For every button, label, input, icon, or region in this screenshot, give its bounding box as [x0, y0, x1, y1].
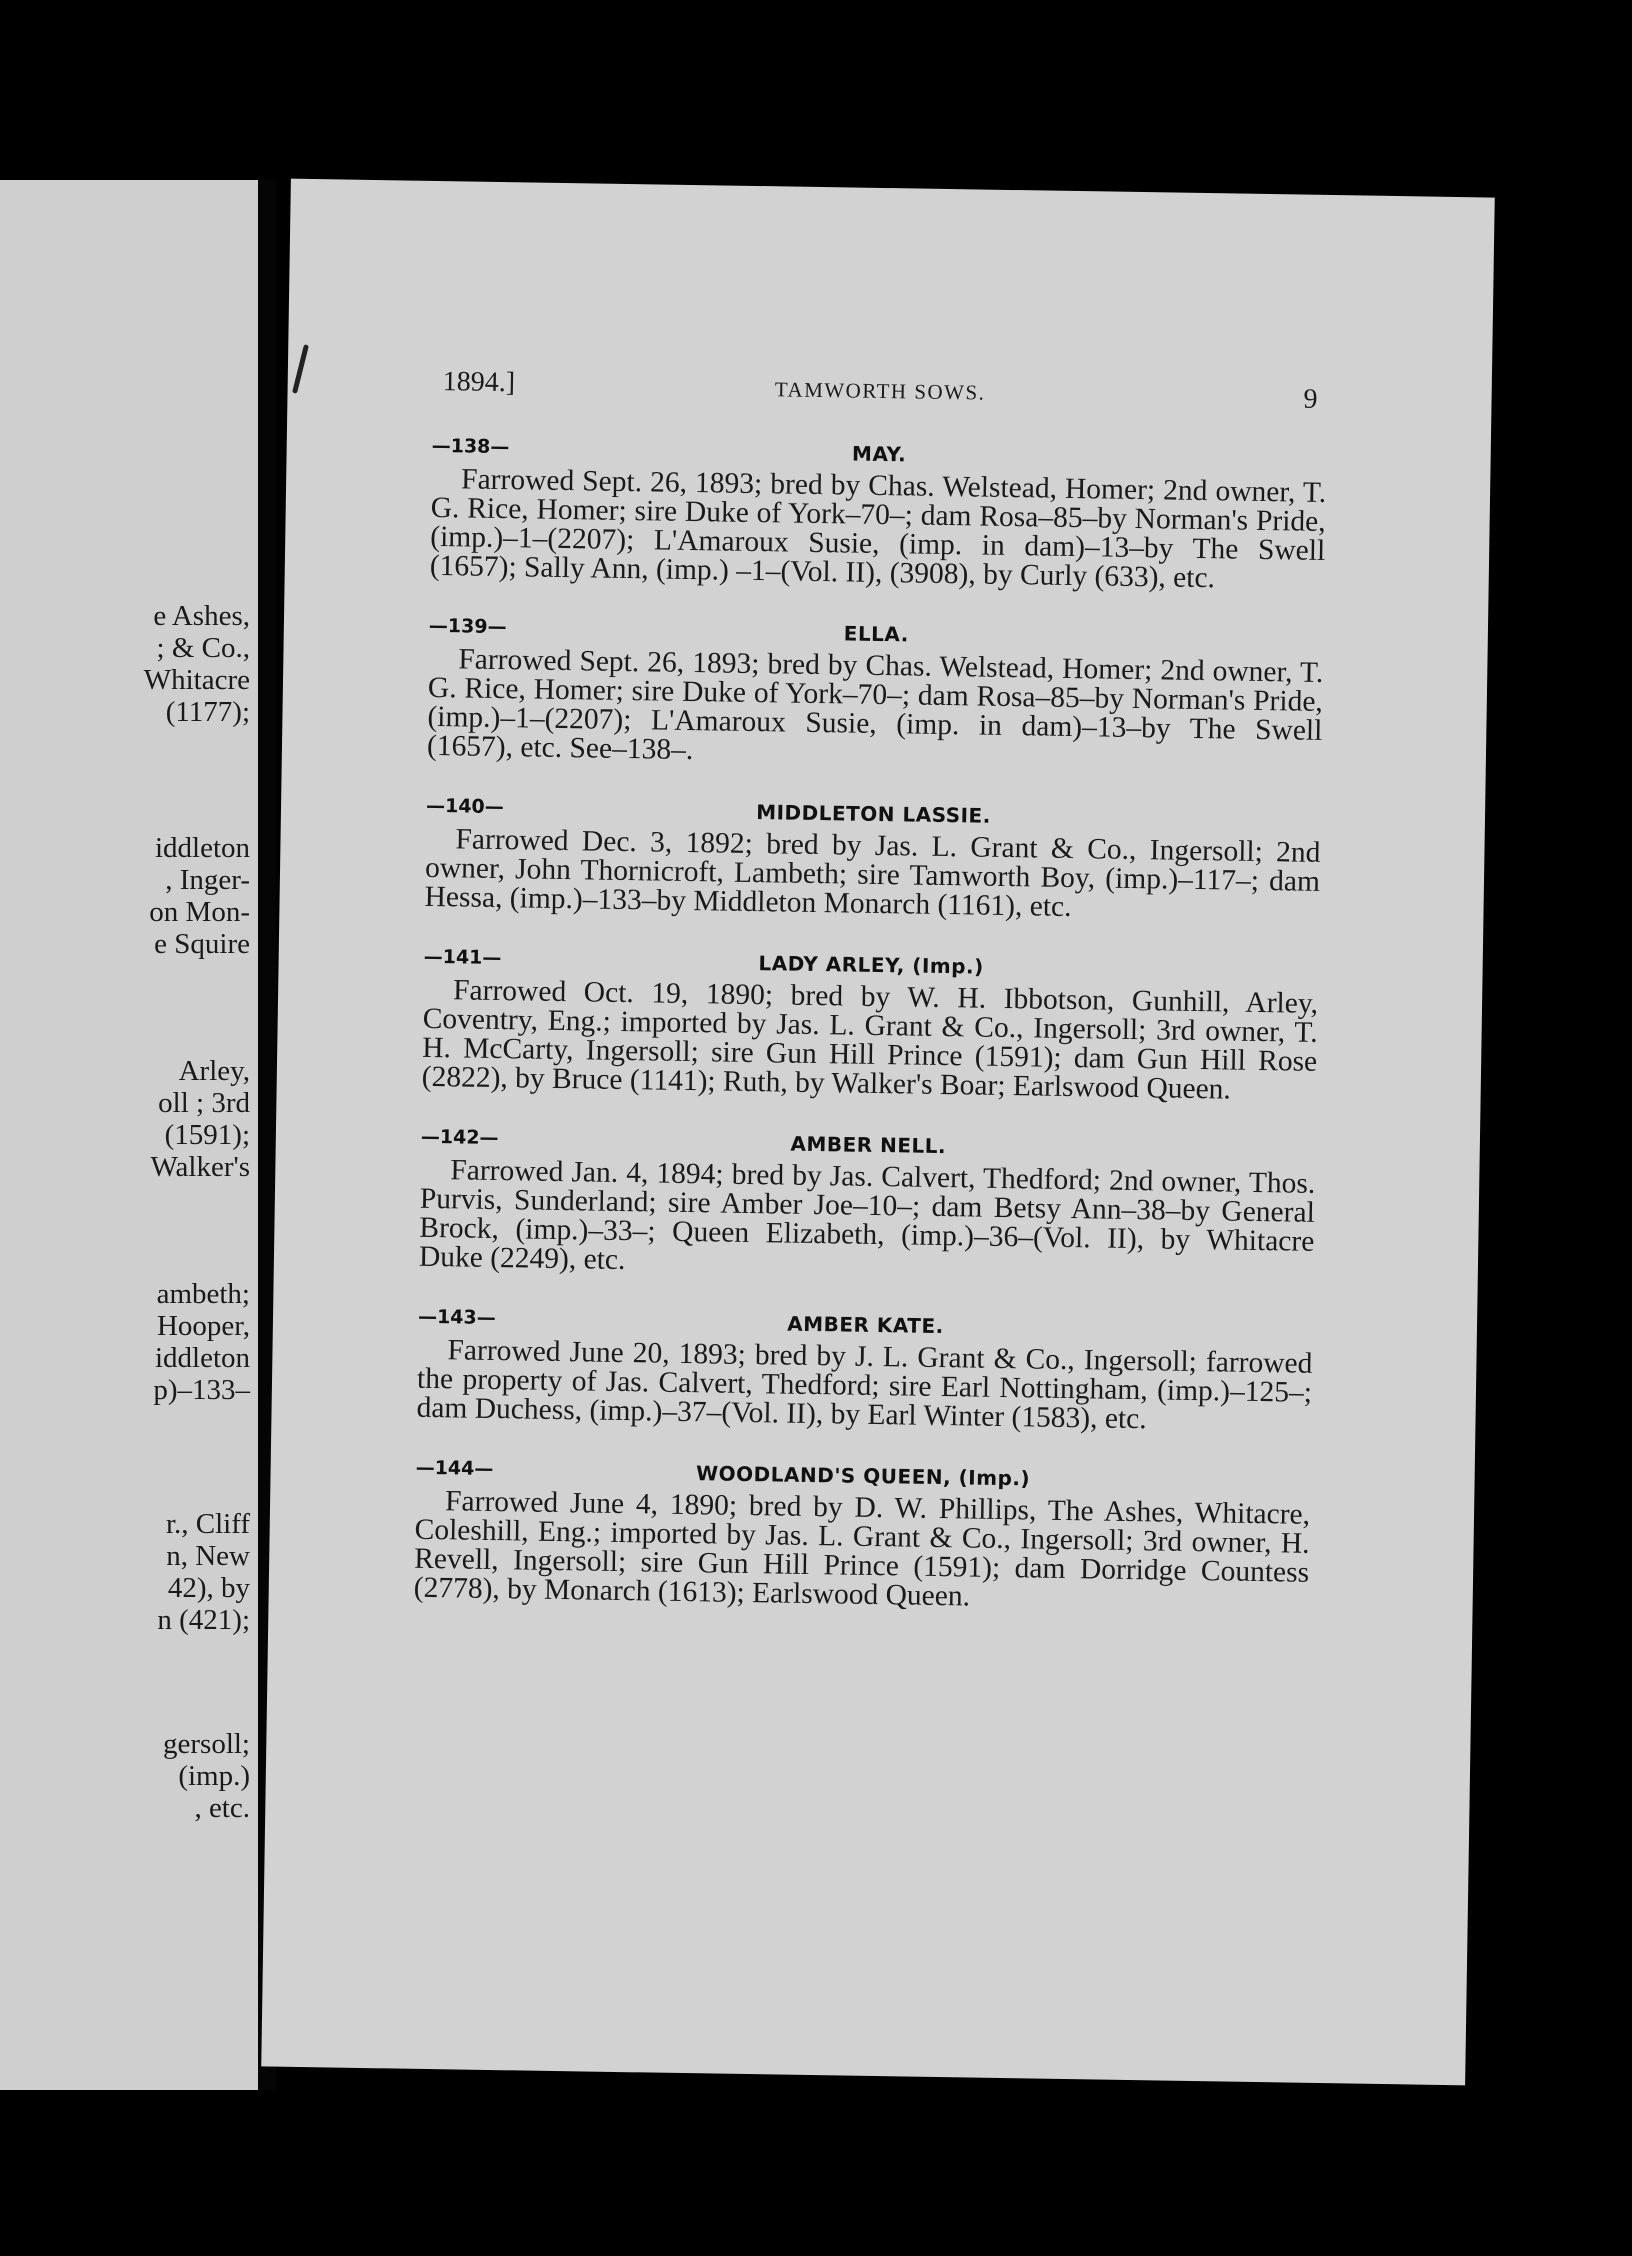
entry-number: —141—: [423, 945, 502, 970]
entry-text: Farrowed Dec. 3, 1892; bred by Jas. L. Grant & Co., Ingersoll; 2nd owner, John Thornicroft, Lambeth; sire Tamworth Boy, (imp.)–117–; dam Hessa, (imp.)–133–by Middleton Monarch (1161), etc.: [424, 823, 1321, 924]
entry-number: —144—: [415, 1456, 494, 1480]
header-title: TAMWORTH SOWS.: [774, 377, 986, 405]
entry: [424, 791, 1321, 926]
entry-number: —140—: [425, 794, 504, 819]
left-page-fragment: gersoll; (imp.) , etc.: [163, 1728, 250, 1824]
left-page-fragment: Arley, oll ; 3rd (1591); Walker's: [150, 1055, 250, 1183]
entry-text: Farrowed June 4, 1890; bred by D. W. Phillips, The Ashes, Whitacre, Coleshill, Eng.; imported by Jas. L. Grant & Co., Ingersoll; 3rd owner, H. Revell, Ingersoll; sire Gun Hill Prince (1591); dam Dorridge Countess (2778), by Monarch (1613); Earlswood Queen.: [413, 1485, 1311, 1613]
entry: [416, 1302, 1313, 1437]
entry-number: —143—: [417, 1305, 496, 1330]
left-page-fragment: e Ashes, ; & Co., Whitacre (1177);: [143, 600, 250, 728]
entry-text: Farrowed Sept. 26, 1893; bred by Chas. Welstead, Homer; 2nd owner, T. G. Rice, Homer; sire Duke of York–70–; dam Rosa–85–by Norman's Pride, (imp.)–1–(2207); L'Amaroux Susie, (imp. in dam)–13–by The Swell (1657); Sally Ann, (imp.) –1–(Vol. II), (3908), by Curly (633), etc.: [429, 463, 1327, 595]
entry-number: —139—: [428, 614, 507, 639]
entry-number: —138—: [431, 434, 510, 459]
entry: [427, 611, 1324, 775]
entry-name: WOODLAND'S QUEEN, (Imp.): [695, 1461, 1031, 1491]
entry: [430, 431, 1327, 595]
header-year: 1894.]: [442, 366, 516, 399]
entry-number: —142—: [420, 1125, 499, 1150]
book-page: [261, 179, 1495, 2086]
entry-text: Farrowed Jan. 4, 1894; bred by Jas. Calvert, Thedford; 2nd owner, Thos. Purvis, Sunderland; sire Amber Joe–10–; dam Betsy Ann–38–by General Brock, (imp.)–33–; Queen Elizabeth, (imp.)–36–(Vol. II), by Whitacre Duke (2249), etc.: [418, 1154, 1316, 1277]
left-page-fragment: ambeth; Hooper, iddleton p)–133–: [153, 1278, 250, 1406]
facing-left-page: [0, 180, 258, 2090]
entry-text: Farrowed Sept. 26, 1893; bred by Chas. Welstead, Homer; 2nd owner, T. G. Rice, Homer; sire Duke of York–70–; dam Rosa–85–by Norman's Pride, (imp.)–1–(2207); L'Amaroux Susie, (imp. in dam)–13–by The Swell (1657), etc. See–138–.: [426, 643, 1324, 767]
entry-name: LADY ARLEY, (Imp.): [758, 951, 984, 979]
entry-name: MIDDLETON LASSIE.: [755, 800, 991, 828]
left-page-fragment: iddleton , Inger- on Mon- e Squire: [149, 832, 250, 960]
entry: [414, 1453, 1311, 1617]
page-number: 9: [1303, 383, 1318, 415]
entry-name: AMBER KATE.: [787, 1311, 944, 1339]
entry-name: ELLA.: [843, 621, 910, 647]
entry-text: Farrowed June 20, 1893; bred by J. L. Grant & Co., Ingersoll; farrowed the property of Jas. Calvert, Thedford; sire Earl Nottingham, (imp.)–125–; dam Duchess, (imp.)–37–(Vol. II), by Earl Winter (1583), etc.: [416, 1334, 1313, 1436]
entry-name: AMBER NELL.: [790, 1131, 947, 1159]
entry: [419, 1122, 1316, 1286]
running-header: [442, 366, 1318, 420]
entry-list: [413, 431, 1327, 1647]
entry: [422, 942, 1319, 1106]
left-page-fragment: r., Cliff n, New 42), by n (421);: [157, 1508, 250, 1636]
entry-text: Farrowed Oct. 19, 1890; bred by W. H. Ibbotson, Gunhill, Arley, Coventry, Eng.; imported by Jas. L. Grant & Co., Ingersoll; 3rd owner, T. H. McCarty, Ingersoll; sire Gun Hill Prince (1591); dam Gun Hill Rose (2822), by Bruce (1141); Ruth, by Walker's Boar; Earlswood Queen.: [421, 974, 1319, 1106]
entry-name: MAY.: [851, 441, 907, 467]
